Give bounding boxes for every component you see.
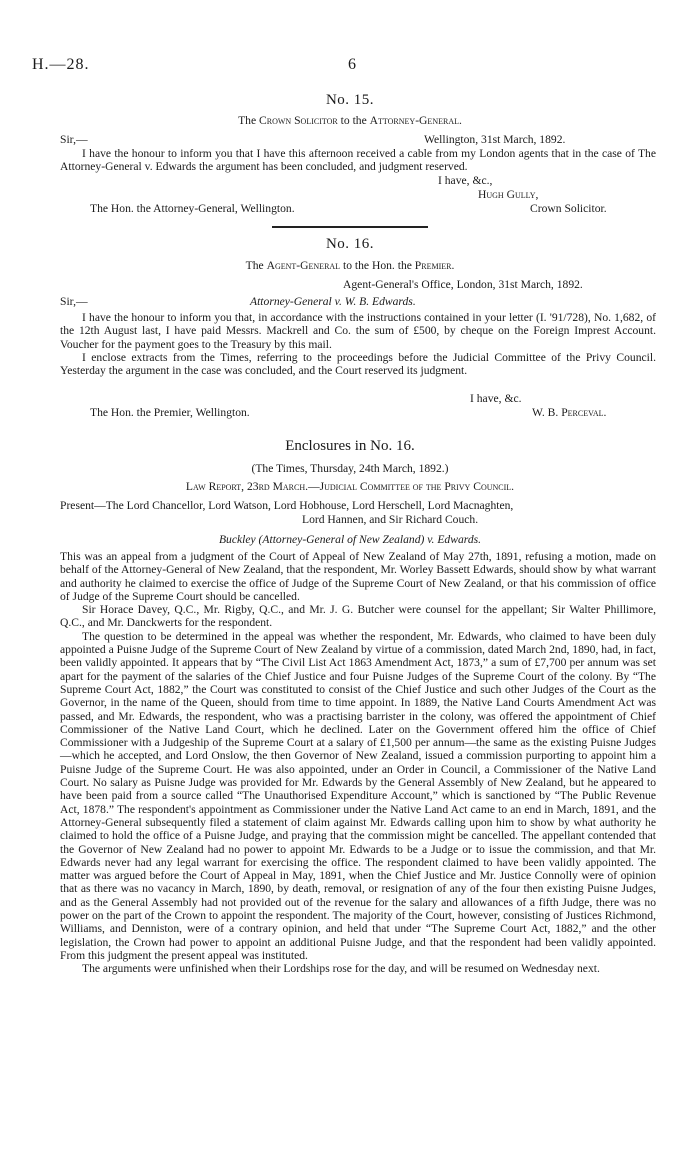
report-body xyxy=(60,550,656,976)
title-sender: Agent-General xyxy=(266,259,341,272)
letter-16-title xyxy=(0,259,700,272)
title-part: to the Hon. the xyxy=(340,259,415,272)
title-recipient: Attorney-General xyxy=(369,114,459,127)
letter-16-signature: W. B. Perceval. xyxy=(532,406,607,419)
letter-15-body xyxy=(60,147,656,174)
report-paragraph-2: Sir Horace Davey, Q.C., Mr. Rigby, Q.C., and Mr. J. G. Butcher were counsel for the appellant; Sir Walter Phillimore, Q.C., and Mr. Danckwerts for the respondent. xyxy=(60,603,656,630)
title-part: The xyxy=(238,114,260,127)
page-number: 6 xyxy=(348,56,356,73)
letter-15-salutation: Sir,— xyxy=(60,133,88,146)
letter-16-case-title: Attorney-General v. W. B. Edwards. xyxy=(250,295,416,308)
letter-16-place-date: Agent-General's Office, London, 31st March, 1892. xyxy=(343,278,583,291)
report-paragraph-4: The arguments were unfinished when their Lordships rose for the day, and will be resumed on Wednesday next. xyxy=(82,962,600,976)
report-paragraph-1: This was an appeal from a judgment of the Court of Appeal of New Zealand of May 27th, 1891, refusing a motion, made on behalf of the Attorney-General of New Zealand, that the respondent, Mr. Worley Bassett Edwards, should show by what warrant and authority he claimed to exercise the office of Judge of the Supreme Court of New Zealand, or that his commission of office of Judge of the Supreme Court should be cancelled. xyxy=(60,550,656,603)
letter-15-role: Crown Solicitor. xyxy=(530,202,607,215)
present-line-1: Present—The Lord Chancellor, Lord Watson, Lord Hobhouse, Lord Herschell, Lord Macnaghten, xyxy=(60,499,514,512)
title-sender: Crown Solicitor xyxy=(259,114,338,127)
title-part: The xyxy=(245,259,267,272)
letter-15-addressee: The Hon. the Attorney-General, Wellington. xyxy=(90,202,295,215)
letter-16-paragraph-2: I enclose extracts from the Times, referring to the proceedings before the Judicial Committee of the Privy Council. Yesterday the argument in the case was concluded, and the Court reserved its judgment. xyxy=(60,350,656,378)
present-line-2: Lord Hannen, and Sir Richard Couch. xyxy=(302,513,479,526)
letter-15-number: No. 15. xyxy=(325,92,375,108)
letter-16-paragraph-1: I have the honour to inform you that, in accordance with the instructions contained in your letter (I. '91/728), No. 1,682, of the 12th August last, I have paid Messrs. Mackrell and Co. the sum of £500, by cheque on the Foreign Imprest Account. Voucher for the payment goes to the Treasury by this mail. xyxy=(60,311,656,351)
document-reference: H.—28. xyxy=(32,56,90,73)
letter-16-salutation: Sir,— xyxy=(60,295,88,308)
report-paragraph-3: The question to be determined in the appeal was whether the respondent, Mr. Edwards, who claimed to have been duly appointed a Puisne Judge of the Supreme Court of New Zealand by virtue of a commission, dated March 2nd, 1890, had, in fact, been validly appointed. It appears that by “The Civil List Act 1863 Amendment Act, 1873,” a sum of £7,700 per annum was set apart for the payment of the salaries of the Chief Justice and four Puisne Judges of the Supreme Court of the colony. By “The Supreme Court Act, 1882,” the Court was constituted to consist of the Chief Justice and such other Judges of the Court as the Governor, in the name of the Queen, should from time to time appoint. In 1889, the Native Land Courts Amendment Act was passed, and Mr. Edwards, the respondent, who was a practising barrister in the colony, was offered the appointment of Chief Commissioner of the Native Land Court, which he declined. Later on the Government offered him the office of Chief Commissioner with a Judgeship of the Supreme Court at a salary of £1,500 per annum—the same as the existing Puisne Judges—which he accepted, and Lord Onslow, the then Governor of New Zealand, issued a commission purporting to appoint him a Puisne Judge of the Supreme Court. He was also appointed, under an Order in Council, a Commissioner of the Native Land Court. No salary as Puisne Judge was provided for Mr. Edwards by the General Assembly of New Zealand, but he appeared to have been paid from a source called “The Unauthorised Expenditure Account,” which is sanctioned by “The Public Revenue Act, 1878.” The respondent's appointment as Commissioner under the Native Land Act came to an end in March, 1891, and the Attorney-General subsequently filed a statement of claim against Mr. Edwards calling upon him to show by what authority he claimed to hold the office of a Puisne Judge, and praying that the commission might be cancelled. The appellant contended that the Governor of New Zealand had no power to appoint Mr. Edwards to be a Judge or to issue the commission, and that Mr. Edwards never had any legal warrant for exercising the office. The respondent claimed to have been validly appointed. The matter was argued before the Court of Appeal in May, 1891, when the Chief Justice and Mr. Justice Connolly were of opinion that as there was no vacancy in March, 1890, by death, removal, or resignation of any of the four then existing Puisne Judges, and as the General Assembly had not provided out of the revenue for the salary and allowances of a fifth Judge, there was no power on the part of the Crown to appoint the respondent. The majority of the Court, however, consisting of Justices Richmond, Williams, and Denniston, were of a contrary opinion, and held that under “The Supreme Court Act, 1882,” and the other legislation, the Crown had power to appoint an additional Puisne Judge, and that the respondent had been validly appointed. From this judgment the present appeal was instituted. xyxy=(60,629,656,962)
enclosures-heading: Enclosures in No. 16. xyxy=(285,438,415,454)
enclosures-source: (The Times, Thursday, 24th March, 1892.) xyxy=(251,462,449,475)
letter-15-paragraph: I have the honour to inform you that I have this afternoon received a cable from my London agents that in the case of The Attorney-General v. Edwards the argument has been concluded, and judgment reserved. xyxy=(60,147,656,174)
law-report-title: Law Report, 23rd March.—Judicial Committee of the Privy Council. xyxy=(185,480,515,493)
letter-15-signature: Hugh Gully, xyxy=(478,188,539,201)
title-part: . xyxy=(451,259,455,272)
title-part: to the xyxy=(337,114,370,127)
letter-15-place-date: Wellington, 31st March, 1892. xyxy=(424,133,566,146)
title-part: . xyxy=(458,114,462,127)
case-name: Buckley (Attorney-General of New Zealand) v. Edwards. xyxy=(218,533,482,546)
title-recipient: Premier xyxy=(414,259,452,272)
letter-16-addressee: The Hon. the Premier, Wellington. xyxy=(90,406,250,419)
letter-15-closing: I have, &c., xyxy=(438,174,493,187)
letter-15-title xyxy=(0,114,700,127)
section-divider xyxy=(272,226,428,228)
letter-16-closing: I have, &c. xyxy=(470,392,522,405)
letter-16-number: No. 16. xyxy=(325,236,375,252)
letter-16-body xyxy=(60,311,656,377)
